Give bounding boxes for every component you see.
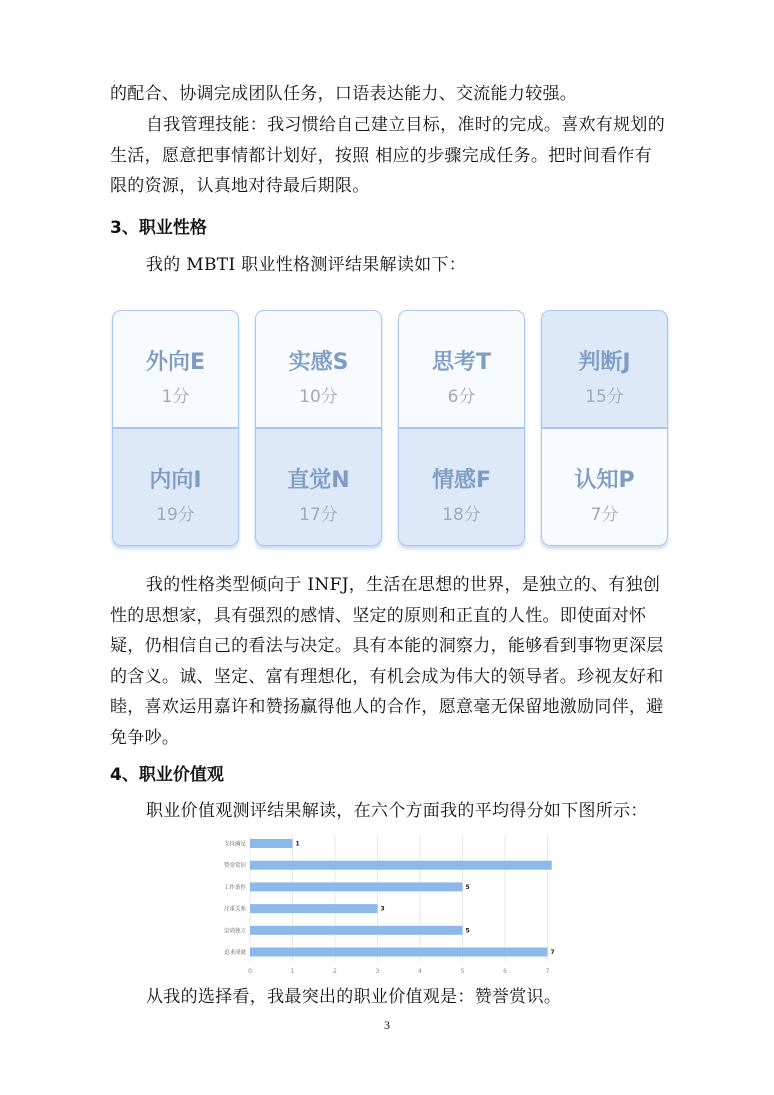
chart-x-tick-label: 6 bbox=[503, 968, 507, 975]
chart-data-label: 5 bbox=[465, 883, 470, 891]
chart-bar bbox=[250, 926, 463, 935]
mbti-score: 15分 bbox=[585, 387, 624, 407]
paragraph-conclusion: 从我的选择看，我最突出的职业价值观是：赞誉赏识。 bbox=[146, 987, 562, 1007]
mbti-type-label: 判断J bbox=[578, 350, 631, 375]
paragraph-teamwork: 的配合、协调完成团队任务，口语表达能力、交流能力较强。 bbox=[110, 84, 578, 104]
mbti-score: 17分 bbox=[299, 505, 338, 525]
chart-category-label: 支持满足 bbox=[223, 841, 246, 848]
mbti-type-label: 直觉N bbox=[287, 468, 350, 493]
mbti-score: 1分 bbox=[161, 387, 190, 407]
chart-category-label: 注重关系 bbox=[223, 906, 246, 913]
mbti-result-grid bbox=[112, 310, 668, 548]
page-number: 3 bbox=[384, 1018, 390, 1032]
career-values-bar-chart bbox=[208, 833, 568, 978]
mbti-cell bbox=[398, 310, 525, 428]
paragraph-self-management: 自我管理技能：我习惯给自己建立目标，准时的完成。喜欢有规划的生活，愿意把事情都计划好，按照 相应的步骤完成任务。把时间看作有限的资源，认真地对待最后期限。 bbox=[110, 115, 665, 196]
chart-category-label: 工作条件 bbox=[223, 884, 246, 891]
mbti-dimension-column bbox=[398, 310, 525, 546]
mbti-score: 7分 bbox=[590, 505, 619, 525]
mbti-cell bbox=[255, 428, 382, 546]
mbti-cell bbox=[255, 310, 382, 428]
chart-x-tick-label: 0 bbox=[248, 968, 252, 975]
chart-x-tick-label: 4 bbox=[418, 968, 422, 975]
mbti-score: 10分 bbox=[299, 387, 338, 407]
paragraph-mbti-intro: 我的 MBTI 职业性格测评结果解读如下： bbox=[146, 255, 467, 275]
chart-data-label: 1 bbox=[295, 840, 300, 848]
mbti-score: 18分 bbox=[442, 505, 481, 525]
mbti-cell bbox=[541, 428, 668, 546]
mbti-type-label: 内向I bbox=[149, 468, 202, 493]
heading-career-values: 4、职业价值观 bbox=[110, 765, 224, 785]
mbti-score: 19分 bbox=[156, 505, 195, 525]
mbti-type-label: 情感F bbox=[431, 468, 492, 493]
mbti-dimension-column bbox=[255, 310, 382, 546]
chart-x-tick-label: 7 bbox=[545, 968, 550, 975]
mbti-score: 6分 bbox=[447, 387, 476, 407]
heading-career-personality: 3、职业性格 bbox=[110, 218, 207, 238]
mbti-dimension-column bbox=[541, 310, 668, 546]
chart-x-tick-label: 2 bbox=[333, 968, 337, 975]
chart-x-tick-label: 3 bbox=[375, 968, 380, 975]
mbti-type-label: 认知P bbox=[574, 468, 635, 493]
mbti-cell bbox=[398, 428, 525, 546]
chart-category-label: 赞誉赏识 bbox=[223, 863, 246, 870]
mbti-cell bbox=[112, 428, 239, 546]
chart-data-label: 5 bbox=[465, 927, 470, 935]
chart-x-tick-label: 1 bbox=[290, 968, 295, 975]
chart-x-tick-label: 5 bbox=[460, 968, 465, 975]
mbti-cell bbox=[541, 310, 668, 428]
chart-category-label: 崇尚独立 bbox=[223, 928, 246, 935]
mbti-dimension-column bbox=[112, 310, 239, 546]
chart-category-label: 追求成就 bbox=[223, 950, 246, 956]
chart-bar bbox=[250, 861, 552, 870]
chart-bar bbox=[250, 839, 293, 848]
chart-data-label: 7 bbox=[550, 949, 555, 956]
mbti-type-label: 实感S bbox=[288, 350, 349, 375]
mbti-type-label: 思考T bbox=[431, 350, 491, 375]
paragraph-values-intro: 职业价值观测评结果解读，在六个方面我的平均得分如下图所示： bbox=[146, 801, 648, 821]
chart-bar bbox=[250, 882, 463, 891]
chart-bar bbox=[250, 948, 548, 957]
chart-bar bbox=[250, 904, 378, 913]
paragraph-personality-type: 我的性格类型倾向于 INFJ，生活在思想的世界，是独立的、有独创性的思想家，具有强烈的感情、坚定的原则和正直的人性。即使面对怀疑，仍相信自己的看法与决定。具有本能的洞察力，能够看到事物更深层的含义。诚、坚定、富有理想化，有机会成为伟大的领导者。珍视友好和睦，喜欢运用嘉许和赞扬赢得他人的合作，愿意毫无保留地激励同伴，避免争吵。 bbox=[110, 575, 664, 748]
mbti-type-label: 外向E bbox=[145, 350, 206, 375]
mbti-cell bbox=[112, 310, 239, 428]
chart-data-label: 3 bbox=[380, 905, 385, 913]
